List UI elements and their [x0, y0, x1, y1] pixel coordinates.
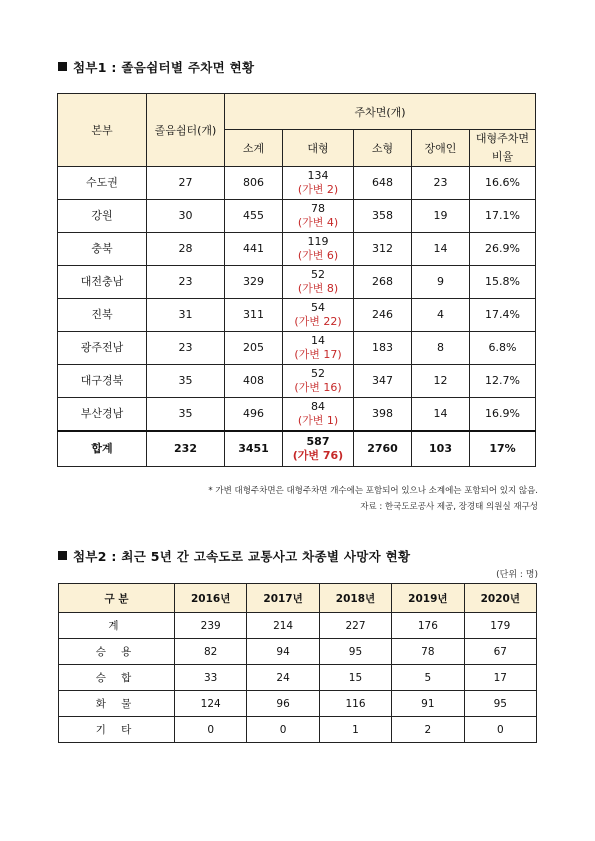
cell-value: 116	[319, 691, 391, 717]
cell-large	[283, 200, 354, 233]
cell-shelters: 23	[147, 266, 225, 299]
section1-title: 첨부1 : 졸음쉼터별 주차면 현황	[73, 60, 255, 75]
cell-value: 0	[247, 717, 319, 743]
cell-value: 2	[392, 717, 464, 743]
variable-large-count: (가변 2)	[297, 183, 339, 196]
header-small: 소형	[354, 130, 412, 167]
section2-title: 첨부2 : 최근 5년 간 고속도로 교통사고 차종별 사망자 현황	[73, 549, 411, 564]
row-label: 승 용	[59, 639, 175, 665]
cell-value: 176	[392, 613, 464, 639]
cell-ratio: 16.6%	[470, 167, 536, 200]
cell-value: 94	[247, 639, 319, 665]
row-label: 화 물	[59, 691, 175, 717]
table-row	[59, 665, 537, 691]
large-count: 78	[311, 202, 325, 215]
cell-ratio: 26.9%	[470, 233, 536, 266]
variable-large-count: (가변 22)	[294, 315, 342, 328]
variable-large-count: (가변 17)	[294, 348, 342, 361]
cell-large	[283, 365, 354, 398]
header-year: 2019년	[392, 584, 464, 613]
cell-subtotal: 496	[225, 398, 283, 432]
header-subtotal: 소계	[225, 130, 283, 167]
cell-region: 진북	[58, 299, 147, 332]
large-count: 134	[307, 169, 329, 182]
header-ratio-line2: 비율	[491, 150, 514, 163]
table-row	[59, 639, 537, 665]
cell-value: 67	[464, 639, 536, 665]
cell-disabled: 8	[412, 332, 470, 365]
cell-subtotal: 806	[225, 167, 283, 200]
variable-large-count: (가변 16)	[294, 381, 342, 394]
cell-disabled: 9	[412, 266, 470, 299]
cell-small: 347	[354, 365, 412, 398]
table-row	[58, 233, 536, 266]
header-ratio-line1: 대형주차면	[475, 132, 530, 145]
large-count: 52	[311, 367, 325, 380]
cell-subtotal: 408	[225, 365, 283, 398]
table-row	[59, 717, 537, 743]
header-year: 2016년	[175, 584, 247, 613]
fatality-table	[58, 583, 537, 743]
table-row	[58, 200, 536, 233]
cell-disabled: 103	[412, 431, 470, 467]
header-disabled: 장애인	[412, 130, 470, 167]
cell-region: 광주전남	[58, 332, 147, 365]
variable-large-count: (가변 4)	[297, 216, 339, 229]
row-label: 기 타	[59, 717, 175, 743]
table-row	[58, 299, 536, 332]
parking-table	[57, 93, 536, 467]
cell-ratio: 12.7%	[470, 365, 536, 398]
header-shelters: 졸음쉼터(개)	[147, 94, 225, 167]
cell-disabled: 14	[412, 398, 470, 432]
cell-large	[283, 431, 354, 467]
cell-region: 대전충남	[58, 266, 147, 299]
header-parking: 주차면(개)	[225, 94, 536, 130]
cell-region: 충북	[58, 233, 147, 266]
cell-large	[283, 299, 354, 332]
table-row	[58, 167, 536, 200]
footnote: * 가변 대형주차면은 대형주차면 개수에는 포함되어 있으나 소계에는 포함되어 있지 않음.	[208, 486, 538, 496]
cell-value: 24	[247, 665, 319, 691]
cell-shelters: 35	[147, 398, 225, 432]
cell-region: 대구경북	[58, 365, 147, 398]
header-category: 구 분	[59, 584, 175, 613]
cell-region: 부산경남	[58, 398, 147, 432]
cell-value: 0	[175, 717, 247, 743]
cell-large	[283, 398, 354, 432]
cell-disabled: 19	[412, 200, 470, 233]
table-row	[59, 691, 537, 717]
large-count: 14	[311, 334, 325, 347]
cell-value: 15	[319, 665, 391, 691]
cell-small: 398	[354, 398, 412, 432]
large-count: 84	[311, 400, 325, 413]
section1-heading	[58, 58, 254, 76]
cell-large	[283, 332, 354, 365]
cell-value: 0	[464, 717, 536, 743]
header-year: 2017년	[247, 584, 319, 613]
large-count: 52	[311, 268, 325, 281]
cell-value: 239	[175, 613, 247, 639]
cell-value: 124	[175, 691, 247, 717]
square-bullet-icon	[58, 62, 67, 71]
cell-disabled: 12	[412, 365, 470, 398]
cell-region: 수도권	[58, 167, 147, 200]
header-year: 2018년	[319, 584, 391, 613]
cell-small: 2760	[354, 431, 412, 467]
section2-heading	[58, 547, 410, 565]
cell-ratio: 17.1%	[470, 200, 536, 233]
variable-large-count: (가변 8)	[297, 282, 339, 295]
cell-ratio: 6.8%	[470, 332, 536, 365]
cell-small: 268	[354, 266, 412, 299]
large-count: 54	[311, 301, 325, 314]
variable-large-count: (가변 76)	[292, 449, 344, 462]
cell-large	[283, 167, 354, 200]
cell-subtotal: 3451	[225, 431, 283, 467]
header-ratio	[470, 130, 536, 167]
row-label: 계	[59, 613, 175, 639]
cell-large	[283, 233, 354, 266]
cell-value: 95	[464, 691, 536, 717]
cell-subtotal: 441	[225, 233, 283, 266]
variable-large-count: (가변 1)	[297, 414, 339, 427]
cell-small: 183	[354, 332, 412, 365]
table-row	[58, 332, 536, 365]
header-large: 대형	[283, 130, 354, 167]
header-year: 2020년	[464, 584, 536, 613]
table-row	[58, 266, 536, 299]
cell-value: 5	[392, 665, 464, 691]
cell-subtotal: 311	[225, 299, 283, 332]
cell-subtotal: 205	[225, 332, 283, 365]
cell-disabled: 4	[412, 299, 470, 332]
cell-ratio: 17.4%	[470, 299, 536, 332]
cell-value: 82	[175, 639, 247, 665]
cell-region: 합계	[58, 431, 147, 467]
cell-ratio: 15.8%	[470, 266, 536, 299]
cell-region: 강원	[58, 200, 147, 233]
total-row	[58, 431, 536, 467]
table-row	[58, 398, 536, 432]
header-region: 본부	[58, 94, 147, 167]
cell-value: 17	[464, 665, 536, 691]
cell-subtotal: 329	[225, 266, 283, 299]
cell-subtotal: 455	[225, 200, 283, 233]
table-row	[59, 613, 537, 639]
row-label: 승 합	[59, 665, 175, 691]
cell-small: 246	[354, 299, 412, 332]
variable-large-count: (가변 6)	[297, 249, 339, 262]
cell-small: 358	[354, 200, 412, 233]
cell-shelters: 232	[147, 431, 225, 467]
cell-shelters: 28	[147, 233, 225, 266]
cell-shelters: 27	[147, 167, 225, 200]
cell-large	[283, 266, 354, 299]
square-bullet-icon	[58, 551, 67, 560]
cell-value: 78	[392, 639, 464, 665]
cell-disabled: 23	[412, 167, 470, 200]
cell-value: 91	[392, 691, 464, 717]
cell-shelters: 23	[147, 332, 225, 365]
cell-value: 227	[319, 613, 391, 639]
table-row	[58, 365, 536, 398]
cell-value: 179	[464, 613, 536, 639]
cell-value: 1	[319, 717, 391, 743]
cell-value: 33	[175, 665, 247, 691]
cell-value: 214	[247, 613, 319, 639]
cell-disabled: 14	[412, 233, 470, 266]
large-count: 119	[307, 235, 329, 248]
cell-small: 312	[354, 233, 412, 266]
cell-shelters: 35	[147, 365, 225, 398]
cell-small: 648	[354, 167, 412, 200]
source-note: 자료 : 한국도로공사 제공, 장경태 의원실 재구성	[360, 502, 538, 512]
cell-shelters: 30	[147, 200, 225, 233]
unit-label: (단위 : 명)	[496, 570, 538, 580]
cell-value: 95	[319, 639, 391, 665]
large-count: 587	[306, 435, 330, 448]
cell-shelters: 31	[147, 299, 225, 332]
cell-value: 96	[247, 691, 319, 717]
cell-ratio: 17%	[470, 431, 536, 467]
cell-ratio: 16.9%	[470, 398, 536, 432]
